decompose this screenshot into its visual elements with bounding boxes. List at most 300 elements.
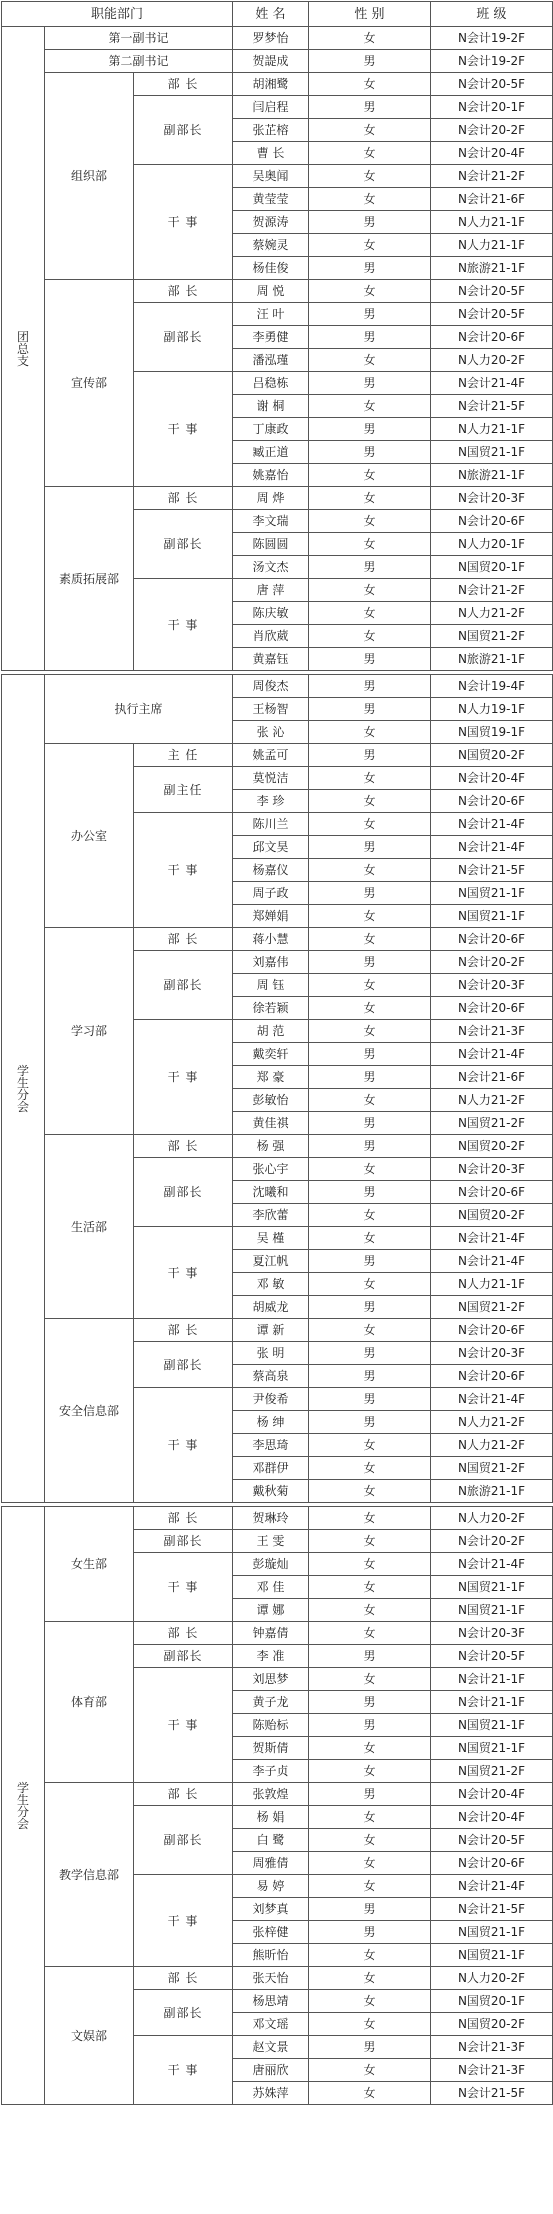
org-name-char: 分 xyxy=(16,1087,29,1102)
member-name: 赵文景 xyxy=(233,2036,309,2059)
member-row xyxy=(2,928,553,951)
member-class: N会计20-6F xyxy=(431,1852,553,1875)
member-gender: 女 xyxy=(309,1089,431,1112)
member-gender: 女 xyxy=(309,234,431,257)
member-class: N会计21-2F xyxy=(431,579,553,602)
member-name: 谢 桐 xyxy=(233,395,309,418)
org-name-cell xyxy=(2,1507,45,2105)
member-name: 周雅倩 xyxy=(233,1852,309,1875)
member-class: N国贸21-1F xyxy=(431,1714,553,1737)
member-row xyxy=(2,675,553,698)
member-name: 唐丽欣 xyxy=(233,2059,309,2082)
role-title: 干 事 xyxy=(134,2036,233,2105)
member-class: N会计20-6F xyxy=(431,997,553,1020)
member-name: 郑婵娟 xyxy=(233,905,309,928)
member-gender: 女 xyxy=(309,905,431,928)
member-class: N会计20-3F xyxy=(431,1158,553,1181)
member-gender: 女 xyxy=(309,1553,431,1576)
org-name-char: 支 xyxy=(16,353,29,368)
department-name: 第二副书记 xyxy=(45,50,233,73)
member-row xyxy=(2,1507,553,1530)
member-gender: 女 xyxy=(309,1457,431,1480)
member-class: N会计20-6F xyxy=(431,1365,553,1388)
member-name: 李子贞 xyxy=(233,1760,309,1783)
member-class: N会计21-1F xyxy=(431,1668,553,1691)
member-name: 尹俊希 xyxy=(233,1388,309,1411)
member-name: 陈川兰 xyxy=(233,813,309,836)
member-class: N国贸21-2F xyxy=(431,1296,553,1319)
member-name: 张芷榕 xyxy=(233,119,309,142)
member-name: 莫悦洁 xyxy=(233,767,309,790)
member-class: N会计21-5F xyxy=(431,2082,553,2105)
member-class: N会计20-5F xyxy=(431,280,553,303)
member-name: 杨嘉仪 xyxy=(233,859,309,882)
member-class: N旅游21-1F xyxy=(431,1480,553,1503)
member-gender: 男 xyxy=(309,1898,431,1921)
member-gender: 男 xyxy=(309,2036,431,2059)
member-class: N国贸21-1F xyxy=(431,1737,553,1760)
member-gender: 女 xyxy=(309,165,431,188)
member-name: 蒋小慧 xyxy=(233,928,309,951)
member-name: 汤文杰 xyxy=(233,556,309,579)
role-title: 干 事 xyxy=(134,1020,233,1135)
member-name: 周 钰 xyxy=(233,974,309,997)
member-gender: 女 xyxy=(309,1967,431,1990)
member-name: 吴奥闻 xyxy=(233,165,309,188)
member-row xyxy=(2,1783,553,1806)
member-gender: 男 xyxy=(309,556,431,579)
member-gender: 男 xyxy=(309,96,431,119)
org-name-char: 生 xyxy=(16,1075,29,1090)
member-gender: 男 xyxy=(309,882,431,905)
role-title: 主 任 xyxy=(134,744,233,767)
member-gender: 女 xyxy=(309,928,431,951)
member-class: N会计20-3F xyxy=(431,1342,553,1365)
member-class: N会计20-5F xyxy=(431,1829,553,1852)
member-name: 夏江帆 xyxy=(233,1250,309,1273)
department-name: 执行主席 xyxy=(45,675,233,744)
department-name: 学习部 xyxy=(45,928,134,1135)
member-gender: 男 xyxy=(309,1250,431,1273)
member-class: N会计21-1F xyxy=(431,1691,553,1714)
header-gender: 性 别 xyxy=(309,2,431,27)
member-gender: 女 xyxy=(309,579,431,602)
member-gender: 男 xyxy=(309,1342,431,1365)
member-row xyxy=(2,1135,553,1158)
member-class: N人力21-1F xyxy=(431,1273,553,1296)
member-class: N会计20-3F xyxy=(431,487,553,510)
member-class: N旅游21-1F xyxy=(431,648,553,671)
member-class: N会计20-4F xyxy=(431,142,553,165)
member-name: 杨 强 xyxy=(233,1135,309,1158)
member-class: N国贸21-2F xyxy=(431,1457,553,1480)
member-name: 邓文瑶 xyxy=(233,2013,309,2036)
member-name: 白 鹭 xyxy=(233,1829,309,1852)
member-name: 杨佳俊 xyxy=(233,257,309,280)
role-title: 干 事 xyxy=(134,1875,233,1967)
member-gender: 女 xyxy=(309,2013,431,2036)
member-name: 周 烨 xyxy=(233,487,309,510)
member-class: N国贸20-2F xyxy=(431,1204,553,1227)
member-class: N国贸21-1F xyxy=(431,1944,553,1967)
member-gender: 女 xyxy=(309,1204,431,1227)
member-class: N会计21-6F xyxy=(431,188,553,211)
role-title: 部 长 xyxy=(134,1135,233,1158)
member-name: 吕稳栋 xyxy=(233,372,309,395)
member-class: N会计21-4F xyxy=(431,813,553,836)
member-class: N人力21-2F xyxy=(431,1089,553,1112)
member-name: 贺斯倩 xyxy=(233,1737,309,1760)
role-title: 副部长 xyxy=(134,1990,233,2036)
member-name: 罗梦怡 xyxy=(233,27,309,50)
department-name: 安全信息部 xyxy=(45,1319,134,1503)
member-name: 肖欣葳 xyxy=(233,625,309,648)
role-title: 副主任 xyxy=(134,767,233,813)
org-name-char: 会 xyxy=(16,1816,29,1831)
role-title: 副部长 xyxy=(134,1530,233,1553)
role-title: 副部长 xyxy=(134,951,233,1020)
department-name: 宣传部 xyxy=(45,280,134,487)
member-gender: 女 xyxy=(309,1434,431,1457)
member-class: N会计20-6F xyxy=(431,1319,553,1342)
member-name: 熊昕怡 xyxy=(233,1944,309,1967)
member-class: N会计20-5F xyxy=(431,303,553,326)
member-gender: 女 xyxy=(309,349,431,372)
role-title: 干 事 xyxy=(134,1668,233,1783)
department-name: 教学信息部 xyxy=(45,1783,134,1967)
member-class: N会计20-6F xyxy=(431,1181,553,1204)
member-name: 邓群伊 xyxy=(233,1457,309,1480)
member-gender: 女 xyxy=(309,813,431,836)
member-name: 吴 槿 xyxy=(233,1227,309,1250)
member-gender: 男 xyxy=(309,441,431,464)
member-class: N会计21-4F xyxy=(431,836,553,859)
member-gender: 女 xyxy=(309,1158,431,1181)
member-name: 姚孟可 xyxy=(233,744,309,767)
member-name: 王杨智 xyxy=(233,698,309,721)
member-name: 周子政 xyxy=(233,882,309,905)
member-gender: 男 xyxy=(309,1691,431,1714)
member-gender: 女 xyxy=(309,721,431,744)
member-name: 黄莹莹 xyxy=(233,188,309,211)
member-class: N会计21-5F xyxy=(431,859,553,882)
member-gender: 男 xyxy=(309,1921,431,1944)
member-gender: 女 xyxy=(309,1227,431,1250)
member-gender: 女 xyxy=(309,1319,431,1342)
member-name: 贺源涛 xyxy=(233,211,309,234)
member-class: N会计21-4F xyxy=(431,372,553,395)
member-gender: 男 xyxy=(309,1135,431,1158)
member-name: 蔡婉灵 xyxy=(233,234,309,257)
member-gender: 男 xyxy=(309,1181,431,1204)
member-class: N会计20-1F xyxy=(431,96,553,119)
org-name-char: 分 xyxy=(16,1804,29,1819)
role-title: 副部长 xyxy=(134,1158,233,1227)
member-class: N会计20-2F xyxy=(431,951,553,974)
department-name: 生活部 xyxy=(45,1135,134,1319)
member-name: 刘梦真 xyxy=(233,1898,309,1921)
member-gender: 男 xyxy=(309,1645,431,1668)
member-gender: 女 xyxy=(309,1530,431,1553)
member-gender: 男 xyxy=(309,50,431,73)
role-title: 副部长 xyxy=(134,96,233,165)
member-name: 陈庆敏 xyxy=(233,602,309,625)
member-class: N会计21-6F xyxy=(431,1066,553,1089)
member-class: N国贸21-1F xyxy=(431,1576,553,1599)
role-title: 部 长 xyxy=(134,1319,233,1342)
member-row xyxy=(2,27,553,50)
role-title: 干 事 xyxy=(134,1553,233,1622)
member-name: 臧正道 xyxy=(233,441,309,464)
member-class: N人力21-1F xyxy=(431,418,553,441)
header-row xyxy=(2,2,553,27)
member-gender: 女 xyxy=(309,27,431,50)
member-gender: 女 xyxy=(309,142,431,165)
role-title: 副部长 xyxy=(134,1806,233,1875)
roster-body xyxy=(2,27,553,2105)
member-gender: 女 xyxy=(309,790,431,813)
role-title: 部 长 xyxy=(134,1967,233,1990)
member-name: 姚嘉怡 xyxy=(233,464,309,487)
role-title: 部 长 xyxy=(134,1622,233,1645)
role-title: 部 长 xyxy=(134,928,233,951)
member-name: 周 悦 xyxy=(233,280,309,303)
member-name: 沈曦和 xyxy=(233,1181,309,1204)
member-name: 戴奕轩 xyxy=(233,1043,309,1066)
role-title: 干 事 xyxy=(134,165,233,280)
member-gender: 女 xyxy=(309,188,431,211)
member-class: N会计19-2F xyxy=(431,27,553,50)
member-gender: 女 xyxy=(309,625,431,648)
member-name: 李文瑞 xyxy=(233,510,309,533)
member-class: N人力20-2F xyxy=(431,349,553,372)
role-title: 干 事 xyxy=(134,813,233,928)
member-class: N人力21-1F xyxy=(431,234,553,257)
member-gender: 男 xyxy=(309,1388,431,1411)
member-class: N会计21-4F xyxy=(431,1250,553,1273)
member-gender: 女 xyxy=(309,1990,431,2013)
department-name: 文娱部 xyxy=(45,1967,134,2105)
member-name: 李 珍 xyxy=(233,790,309,813)
member-gender: 女 xyxy=(309,1273,431,1296)
member-name: 张心宇 xyxy=(233,1158,309,1181)
member-name: 彭敏怡 xyxy=(233,1089,309,1112)
member-class: N国贸21-1F xyxy=(431,905,553,928)
org-name-char: 总 xyxy=(16,341,29,356)
member-gender: 男 xyxy=(309,1112,431,1135)
member-name: 刘思梦 xyxy=(233,1668,309,1691)
member-class: N会计20-3F xyxy=(431,974,553,997)
member-class: N人力21-2F xyxy=(431,1411,553,1434)
member-gender: 女 xyxy=(309,119,431,142)
member-class: N国贸21-1F xyxy=(431,1921,553,1944)
member-row xyxy=(2,280,553,303)
member-name: 谭 娜 xyxy=(233,1599,309,1622)
member-gender: 男 xyxy=(309,951,431,974)
member-class: N会计20-6F xyxy=(431,790,553,813)
member-class: N会计20-6F xyxy=(431,510,553,533)
member-gender: 女 xyxy=(309,1737,431,1760)
member-gender: 女 xyxy=(309,510,431,533)
member-name: 王 雯 xyxy=(233,1530,309,1553)
role-title: 副部长 xyxy=(134,303,233,372)
member-gender: 男 xyxy=(309,1296,431,1319)
member-gender: 女 xyxy=(309,1576,431,1599)
member-name: 李欣蕾 xyxy=(233,1204,309,1227)
member-class: N国贸21-1F xyxy=(431,882,553,905)
member-name: 闫启程 xyxy=(233,96,309,119)
role-title: 部 长 xyxy=(134,280,233,303)
org-name-char: 会 xyxy=(16,1099,29,1114)
member-name: 郑 豪 xyxy=(233,1066,309,1089)
member-class: N会计20-6F xyxy=(431,928,553,951)
role-title: 部 长 xyxy=(134,73,233,96)
department-name: 第一副书记 xyxy=(45,27,233,50)
member-gender: 女 xyxy=(309,1480,431,1503)
member-class: N会计20-5F xyxy=(431,1645,553,1668)
member-gender: 男 xyxy=(309,1714,431,1737)
member-class: N国贸21-1F xyxy=(431,441,553,464)
member-gender: 女 xyxy=(309,2059,431,2082)
member-gender: 女 xyxy=(309,1599,431,1622)
member-name: 贺琳玲 xyxy=(233,1507,309,1530)
member-name: 钟嘉倩 xyxy=(233,1622,309,1645)
member-class: N人力21-2F xyxy=(431,1434,553,1457)
member-row xyxy=(2,487,553,510)
member-gender: 男 xyxy=(309,1043,431,1066)
member-name: 刘嘉伟 xyxy=(233,951,309,974)
member-class: N人力20-2F xyxy=(431,1967,553,1990)
member-class: N国贸20-2F xyxy=(431,744,553,767)
org-name-cell xyxy=(2,675,45,1503)
org-name-char: 生 xyxy=(16,1792,29,1807)
member-gender: 女 xyxy=(309,1806,431,1829)
role-title: 干 事 xyxy=(134,1388,233,1503)
department-name: 素质拓展部 xyxy=(45,487,134,671)
member-gender: 男 xyxy=(309,698,431,721)
member-row xyxy=(2,73,553,96)
member-class: N会计21-4F xyxy=(431,1227,553,1250)
member-gender: 女 xyxy=(309,1829,431,1852)
member-class: N会计21-2F xyxy=(431,165,553,188)
member-class: N会计21-4F xyxy=(431,1553,553,1576)
member-name: 张 明 xyxy=(233,1342,309,1365)
member-class: N会计20-4F xyxy=(431,1783,553,1806)
member-class: N人力21-1F xyxy=(431,211,553,234)
member-class: N人力21-2F xyxy=(431,602,553,625)
member-gender: 男 xyxy=(309,1783,431,1806)
member-gender: 男 xyxy=(309,836,431,859)
member-class: N国贸20-1F xyxy=(431,1990,553,2013)
member-gender: 女 xyxy=(309,767,431,790)
member-gender: 男 xyxy=(309,418,431,441)
role-title: 部 长 xyxy=(134,487,233,510)
member-gender: 女 xyxy=(309,464,431,487)
member-class: N会计21-4F xyxy=(431,1388,553,1411)
member-row xyxy=(2,50,553,73)
member-gender: 男 xyxy=(309,303,431,326)
member-gender: 女 xyxy=(309,997,431,1020)
member-class: N会计20-2F xyxy=(431,1530,553,1553)
member-gender: 女 xyxy=(309,602,431,625)
member-class: N会计20-3F xyxy=(431,1622,553,1645)
member-gender: 女 xyxy=(309,1944,431,1967)
member-name: 张天怡 xyxy=(233,1967,309,1990)
member-class: N会计20-6F xyxy=(431,326,553,349)
member-gender: 女 xyxy=(309,487,431,510)
member-class: N国贸20-2F xyxy=(431,2013,553,2036)
role-title: 干 事 xyxy=(134,372,233,487)
member-name: 李 准 xyxy=(233,1645,309,1668)
member-class: N国贸21-2F xyxy=(431,1112,553,1135)
role-title: 副部长 xyxy=(134,1645,233,1668)
member-gender: 女 xyxy=(309,1760,431,1783)
member-name: 邱文昊 xyxy=(233,836,309,859)
role-title: 干 事 xyxy=(134,579,233,671)
member-gender: 男 xyxy=(309,257,431,280)
member-name: 杨 绅 xyxy=(233,1411,309,1434)
member-class: N国贸21-2F xyxy=(431,1760,553,1783)
member-row xyxy=(2,1319,553,1342)
role-title: 副部长 xyxy=(134,510,233,579)
member-class: N会计20-4F xyxy=(431,767,553,790)
member-name: 黄佳祺 xyxy=(233,1112,309,1135)
member-name: 黄嘉钰 xyxy=(233,648,309,671)
roster-table xyxy=(1,1,553,2105)
member-name: 曹 长 xyxy=(233,142,309,165)
member-gender: 男 xyxy=(309,648,431,671)
member-name: 张 沁 xyxy=(233,721,309,744)
member-gender: 女 xyxy=(309,974,431,997)
member-class: N会计19-2F xyxy=(431,50,553,73)
member-gender: 女 xyxy=(309,280,431,303)
member-class: N旅游21-1F xyxy=(431,257,553,280)
member-gender: 女 xyxy=(309,2082,431,2105)
org-name-char: 团 xyxy=(16,329,29,344)
member-gender: 女 xyxy=(309,533,431,556)
member-name: 杨思靖 xyxy=(233,1990,309,2013)
member-class: N人力19-1F xyxy=(431,698,553,721)
member-gender: 男 xyxy=(309,744,431,767)
member-class: N会计21-3F xyxy=(431,2059,553,2082)
header-class: 班 级 xyxy=(431,2,553,27)
department-name: 女生部 xyxy=(45,1507,134,1622)
member-class: N会计21-5F xyxy=(431,1898,553,1921)
member-class: N会计21-4F xyxy=(431,1043,553,1066)
org-name-char: 学 xyxy=(16,1063,29,1078)
member-gender: 女 xyxy=(309,859,431,882)
member-name: 戴秋菊 xyxy=(233,1480,309,1503)
member-gender: 女 xyxy=(309,73,431,96)
member-class: N国贸21-1F xyxy=(431,1599,553,1622)
org-name-cell xyxy=(2,27,45,671)
member-gender: 男 xyxy=(309,1066,431,1089)
member-name: 陈贻标 xyxy=(233,1714,309,1737)
department-name: 办公室 xyxy=(45,744,134,928)
member-class: N国贸21-2F xyxy=(431,625,553,648)
member-name: 蔡高泉 xyxy=(233,1365,309,1388)
member-class: N人力20-1F xyxy=(431,533,553,556)
role-title: 部 长 xyxy=(134,1507,233,1530)
member-gender: 男 xyxy=(309,1365,431,1388)
member-gender: 男 xyxy=(309,326,431,349)
member-name: 谭 新 xyxy=(233,1319,309,1342)
member-name: 陈圆圆 xyxy=(233,533,309,556)
member-name: 胡 范 xyxy=(233,1020,309,1043)
member-name: 张敦煌 xyxy=(233,1783,309,1806)
member-class: N会计21-3F xyxy=(431,2036,553,2059)
org-name-char: 学 xyxy=(16,1780,29,1795)
